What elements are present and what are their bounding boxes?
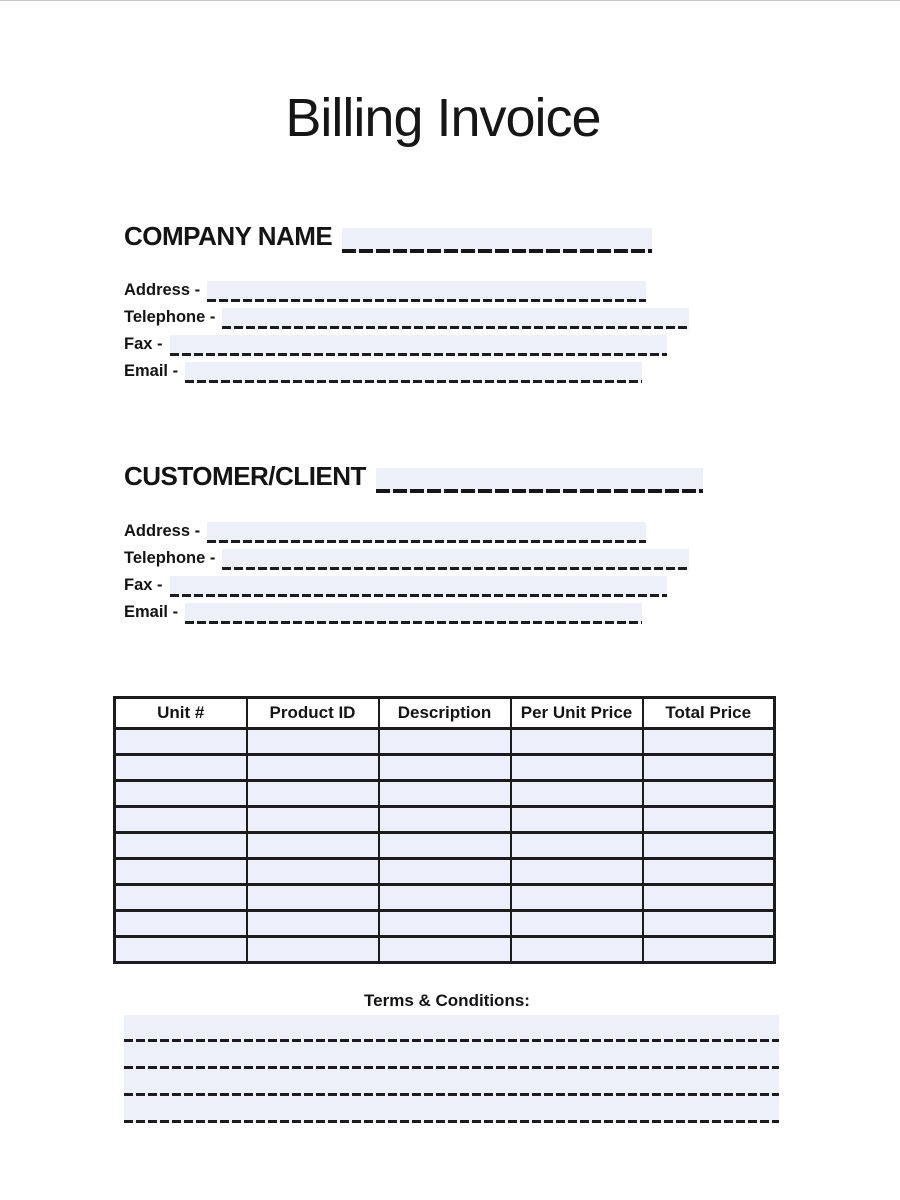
- table-cell[interactable]: [511, 755, 643, 781]
- terms-line[interactable]: [124, 1069, 779, 1096]
- line-items-table: [113, 696, 776, 964]
- terms-line[interactable]: [124, 1096, 779, 1123]
- table-header-row: [115, 698, 775, 729]
- table-cell[interactable]: [511, 833, 643, 859]
- table-row: [115, 729, 775, 755]
- table-cell[interactable]: [511, 885, 643, 911]
- table-row: [115, 911, 775, 937]
- table-cell[interactable]: [247, 833, 379, 859]
- column-header-description: Description: [379, 698, 511, 729]
- table-cell[interactable]: [643, 781, 775, 807]
- customer-email-input-line[interactable]: [185, 603, 642, 624]
- table-cell[interactable]: [379, 911, 511, 937]
- table-cell[interactable]: [643, 885, 775, 911]
- table-cell[interactable]: [115, 729, 247, 755]
- company-section-heading-row: [124, 219, 652, 253]
- table-cell[interactable]: [247, 807, 379, 833]
- terms-line[interactable]: [124, 1015, 779, 1042]
- customer-client-input-line[interactable]: [376, 468, 703, 493]
- company-telephone-input-line[interactable]: [222, 308, 689, 329]
- customer-email-label: Email -: [124, 603, 179, 621]
- table-cell[interactable]: [115, 807, 247, 833]
- company-name-input-line[interactable]: [342, 228, 652, 253]
- table-cell[interactable]: [247, 937, 379, 963]
- table-cell[interactable]: [511, 807, 643, 833]
- company-email-input-line[interactable]: [185, 362, 642, 383]
- table-cell[interactable]: [379, 755, 511, 781]
- table-row: [115, 807, 775, 833]
- table-cell[interactable]: [247, 781, 379, 807]
- company-address-input-line[interactable]: [207, 281, 646, 302]
- table-cell[interactable]: [247, 755, 379, 781]
- table-cell[interactable]: [643, 911, 775, 937]
- customer-section-heading-row: [124, 459, 703, 493]
- customer-email-row: [124, 597, 689, 624]
- table-cell[interactable]: [379, 833, 511, 859]
- table-cell[interactable]: [511, 781, 643, 807]
- customer-fax-label: Fax -: [124, 576, 163, 594]
- terms-heading: Terms & Conditions:: [364, 991, 530, 1010]
- page-title: Billing Invoice: [285, 88, 601, 148]
- table-row: [115, 781, 775, 807]
- table-row: [115, 755, 775, 781]
- column-header-per-unit-price: Per Unit Price: [511, 698, 643, 729]
- table-cell[interactable]: [247, 911, 379, 937]
- table-cell[interactable]: [511, 859, 643, 885]
- table-cell[interactable]: [511, 937, 643, 963]
- customer-fields: [124, 516, 689, 624]
- table-cell[interactable]: [511, 911, 643, 937]
- table-row: [115, 937, 775, 963]
- table-cell[interactable]: [247, 729, 379, 755]
- company-fax-input-line[interactable]: [170, 335, 667, 356]
- company-email-row: [124, 356, 689, 383]
- table-cell[interactable]: [511, 729, 643, 755]
- customer-fax-input-line[interactable]: [170, 576, 667, 597]
- customer-fax-row: [124, 570, 689, 597]
- column-header-total-price: Total Price: [643, 698, 775, 729]
- table-cell[interactable]: [115, 781, 247, 807]
- customer-client-heading: CUSTOMER/CLIENT: [124, 461, 366, 491]
- customer-telephone-row: [124, 543, 689, 570]
- table-cell[interactable]: [115, 859, 247, 885]
- table-cell[interactable]: [643, 755, 775, 781]
- table-cell[interactable]: [247, 885, 379, 911]
- table-row: [115, 885, 775, 911]
- table-cell[interactable]: [379, 781, 511, 807]
- company-email-label: Email -: [124, 362, 179, 380]
- column-header-unit: Unit #: [115, 698, 247, 729]
- table-cell[interactable]: [247, 859, 379, 885]
- company-telephone-row: [124, 302, 689, 329]
- table-cell[interactable]: [115, 937, 247, 963]
- customer-address-input-line[interactable]: [207, 522, 646, 543]
- table-row: [115, 833, 775, 859]
- table-row: [115, 859, 775, 885]
- table-cell[interactable]: [379, 859, 511, 885]
- table-cell[interactable]: [115, 755, 247, 781]
- table-cell[interactable]: [115, 885, 247, 911]
- table-cell[interactable]: [643, 807, 775, 833]
- table-cell[interactable]: [115, 911, 247, 937]
- table-cell[interactable]: [643, 859, 775, 885]
- terms-writing-area[interactable]: [124, 1015, 779, 1123]
- column-header-product-id: Product ID: [247, 698, 379, 729]
- company-fax-label: Fax -: [124, 335, 163, 353]
- customer-address-label: Address -: [124, 522, 201, 540]
- table-cell[interactable]: [379, 885, 511, 911]
- customer-address-row: [124, 516, 689, 543]
- company-fields: [124, 275, 689, 383]
- company-address-row: [124, 275, 689, 302]
- company-fax-row: [124, 329, 689, 356]
- company-name-heading: COMPANY NAME: [124, 221, 333, 251]
- company-telephone-label: Telephone -: [124, 308, 216, 326]
- table-cell[interactable]: [379, 729, 511, 755]
- terms-line[interactable]: [124, 1042, 779, 1069]
- customer-telephone-label: Telephone -: [124, 549, 216, 567]
- table-cell[interactable]: [379, 937, 511, 963]
- company-address-label: Address -: [124, 281, 201, 299]
- table-cell[interactable]: [643, 729, 775, 755]
- customer-telephone-input-line[interactable]: [222, 549, 689, 570]
- table-cell[interactable]: [115, 833, 247, 859]
- table-cell[interactable]: [643, 937, 775, 963]
- table-cell[interactable]: [379, 807, 511, 833]
- table-cell[interactable]: [643, 833, 775, 859]
